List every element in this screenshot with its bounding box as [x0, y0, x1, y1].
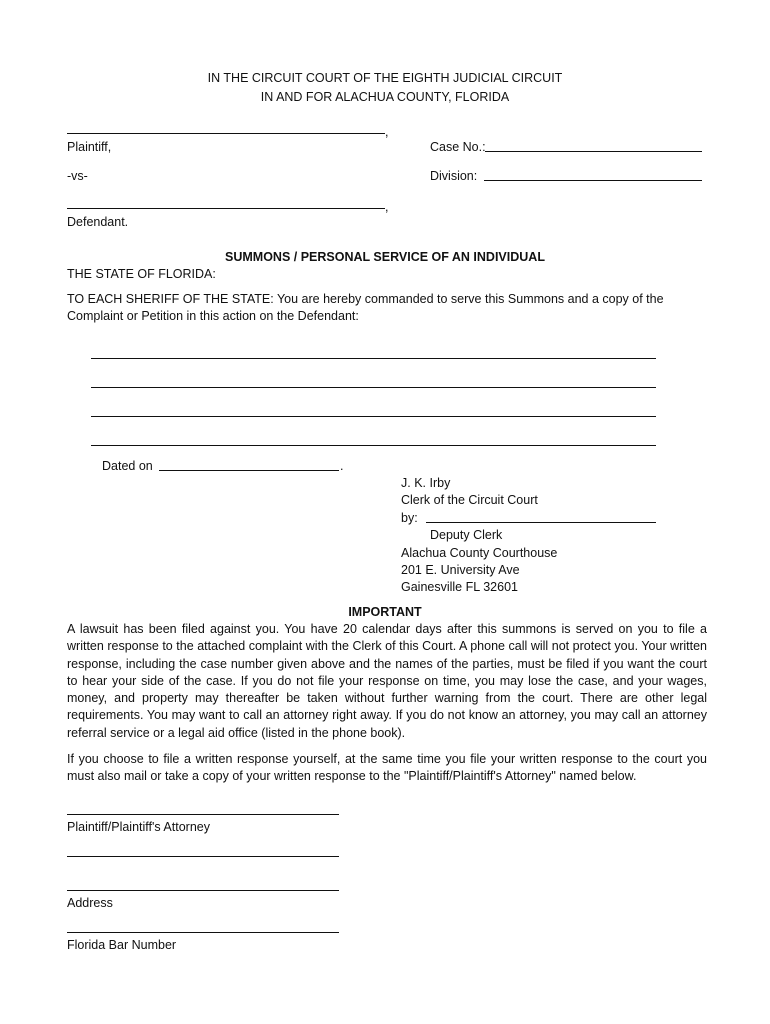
- bar-number-label: Florida Bar Number: [67, 938, 177, 952]
- address-label: Address: [67, 896, 113, 910]
- defendant-address-line-3[interactable]: [91, 416, 656, 417]
- clerk-name: J. K. Irby: [401, 476, 451, 490]
- attorney-name-line[interactable]: [67, 814, 339, 815]
- defendant-comma: ,: [385, 200, 389, 214]
- defendant-address-line-4[interactable]: [91, 445, 656, 446]
- important-paragraph-2: If you choose to file a written response yourself, at the same time you file your written response to the court you must also mail or take a copy of your written response to the "Plaintiff/Plaintiff's Attorney" named below.: [67, 752, 707, 784]
- clerk-title: Clerk of the Circuit Court: [401, 493, 538, 507]
- defendant-address-line-1[interactable]: [91, 358, 656, 359]
- court-header-line2: IN AND FOR ALACHUA COUNTY, FLORIDA: [260, 90, 510, 104]
- address-line-1[interactable]: [67, 856, 339, 857]
- sheriff-command-line1: TO EACH SHERIFF OF THE STATE: You are hereby commanded to serve this Summons and a copy of the: [67, 292, 664, 306]
- defendant-address-line-2[interactable]: [91, 387, 656, 388]
- plaintiff-name-line[interactable]: [67, 133, 385, 134]
- sheriff-command-line2: Complaint or Petition in this action on the Defendant:: [67, 309, 359, 323]
- courthouse-street: 201 E. University Ave: [401, 563, 520, 577]
- plaintiff-label: Plaintiff,: [67, 140, 112, 154]
- dated-field[interactable]: [159, 470, 339, 471]
- state-of-florida-line: THE STATE OF FLORIDA:: [67, 267, 216, 281]
- dated-label: Dated on: [102, 459, 153, 473]
- important-paragraph-1: A lawsuit has been filed against you. You have 20 calendar days after this summons is served on you to file a written response to the attached complaint with the Clerk of this Court. A phone call will not protect you. Your written response, including the case number given above and the names of the parties, must be filed if you want the court to hear your side of the case. If you do not file your response on time, you may lose the case, and your wages, money, and property may thereafter be taken without further warning from the court. There are other legal requirements. You may want to call an attorney right away. If you do not know an attorney, you may call an attorney referral service or a legal aid office (listed in the phone book).: [67, 622, 707, 740]
- attorney-label: Plaintiff/Plaintiff's Attorney: [67, 820, 210, 834]
- defendant-label: Defendant.: [67, 215, 129, 229]
- clerk-by-label: by:: [401, 511, 418, 525]
- important-heading: IMPORTANT: [348, 605, 422, 619]
- deputy-signature-line[interactable]: [426, 522, 656, 523]
- bar-number-line[interactable]: [67, 932, 339, 933]
- court-header-line1: IN THE CIRCUIT COURT OF THE EIGHTH JUDICIAL CIRCUIT: [207, 71, 563, 85]
- versus-label: -vs-: [67, 169, 88, 183]
- address-line-2[interactable]: [67, 890, 339, 891]
- summons-title: SUMMONS / PERSONAL SERVICE OF AN INDIVIDUAL: [225, 250, 545, 264]
- case-number-field[interactable]: [485, 151, 702, 152]
- division-field[interactable]: [484, 180, 702, 181]
- courthouse-name: Alachua County Courthouse: [401, 546, 558, 560]
- plaintiff-comma: ,: [385, 125, 389, 139]
- defendant-name-line[interactable]: [67, 208, 385, 209]
- division-label: Division:: [430, 169, 478, 183]
- deputy-clerk-label: Deputy Clerk: [430, 528, 503, 542]
- courthouse-city: Gainesville FL 32601: [401, 580, 518, 594]
- case-number-label: Case No.:: [430, 140, 486, 154]
- dated-period: .: [340, 459, 344, 473]
